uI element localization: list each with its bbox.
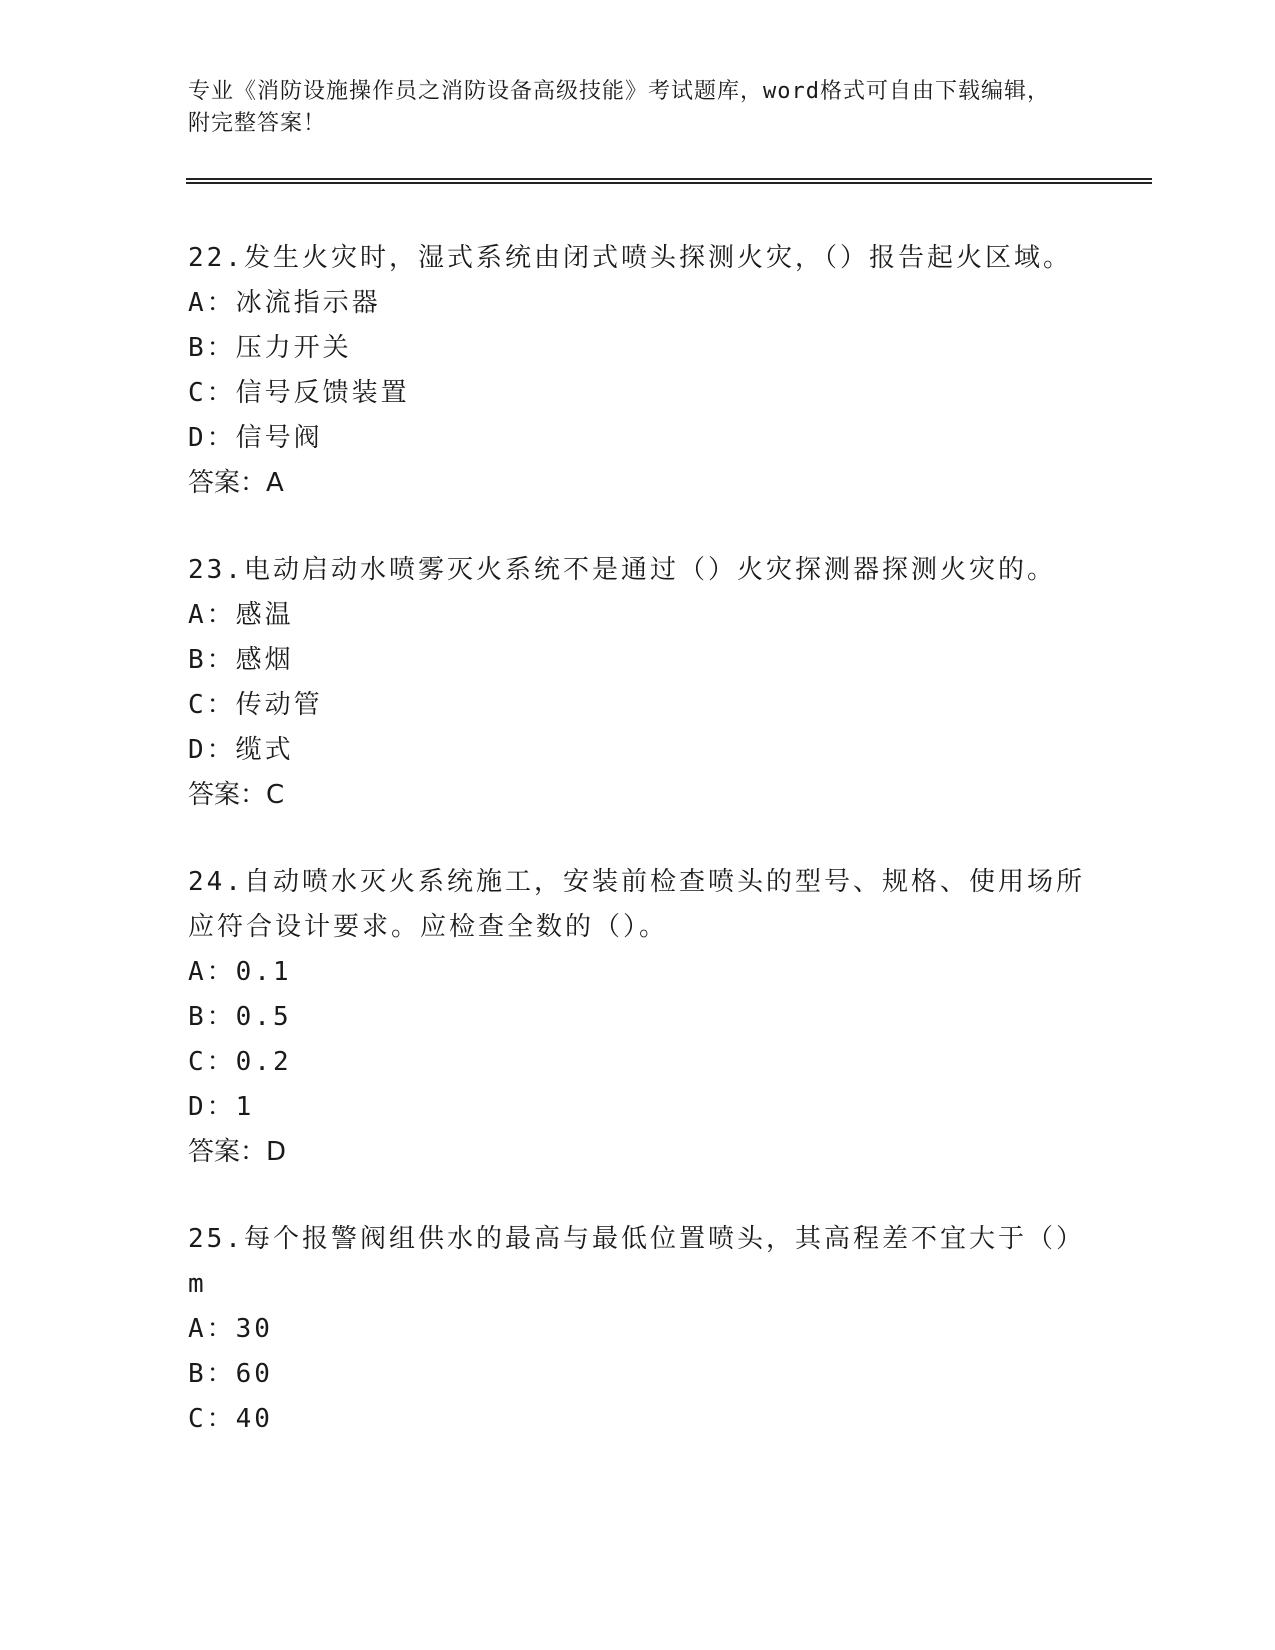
question-25: [188, 1217, 1088, 1442]
option-c: C：0.2: [188, 1047, 292, 1077]
option-d: D：信号阀: [188, 423, 323, 453]
header-intro: 专业《消防设施操作员之消防设备高级技能》考试题库，word格式可自由下载编辑，附完整答案！: [188, 79, 1050, 136]
option-c: C：40: [188, 1404, 273, 1434]
option-a: A：30: [188, 1314, 273, 1344]
answer: 答案：C: [188, 780, 285, 810]
question-stem: 24.自动喷水灭火系统施工，安装前检查喷头的型号、规格、使用场所应符合设计要求。应检查全数的（）。: [188, 867, 1085, 942]
question-23: [188, 548, 1088, 818]
option-b: B：压力开关: [188, 333, 352, 363]
header-divider: [186, 178, 1152, 184]
option-d: D：缆式: [188, 735, 294, 765]
option-b: B：0.5: [188, 1002, 292, 1032]
question-stem: 23.电动启动水喷雾灭火系统不是通过（）火灾探测器探测火灾的。: [188, 555, 1056, 585]
question-stem: 22.发生火灾时，湿式系统由闭式喷头探测火灾，（）报告起火区域。: [188, 243, 1072, 273]
option-d: D：1: [188, 1092, 255, 1122]
option-c: C：信号反馈装置: [188, 378, 410, 408]
option-c: C：传动管: [188, 690, 323, 720]
option-b: B：60: [188, 1359, 273, 1389]
option-b: B：感烟: [188, 645, 294, 675]
answer: 答案：D: [188, 1137, 287, 1167]
question-stem: 25.每个报警阀组供水的最高与最低位置喷头，其高程差不宜大于（）m: [188, 1224, 1085, 1299]
question-list: [188, 236, 1088, 1484]
question-24: [188, 860, 1088, 1175]
option-a: A：0.1: [188, 957, 292, 987]
answer: 答案：A: [188, 468, 284, 498]
question-22: [188, 236, 1088, 506]
option-a: A：冰流指示器: [188, 288, 381, 318]
option-a: A：感温: [188, 600, 294, 630]
